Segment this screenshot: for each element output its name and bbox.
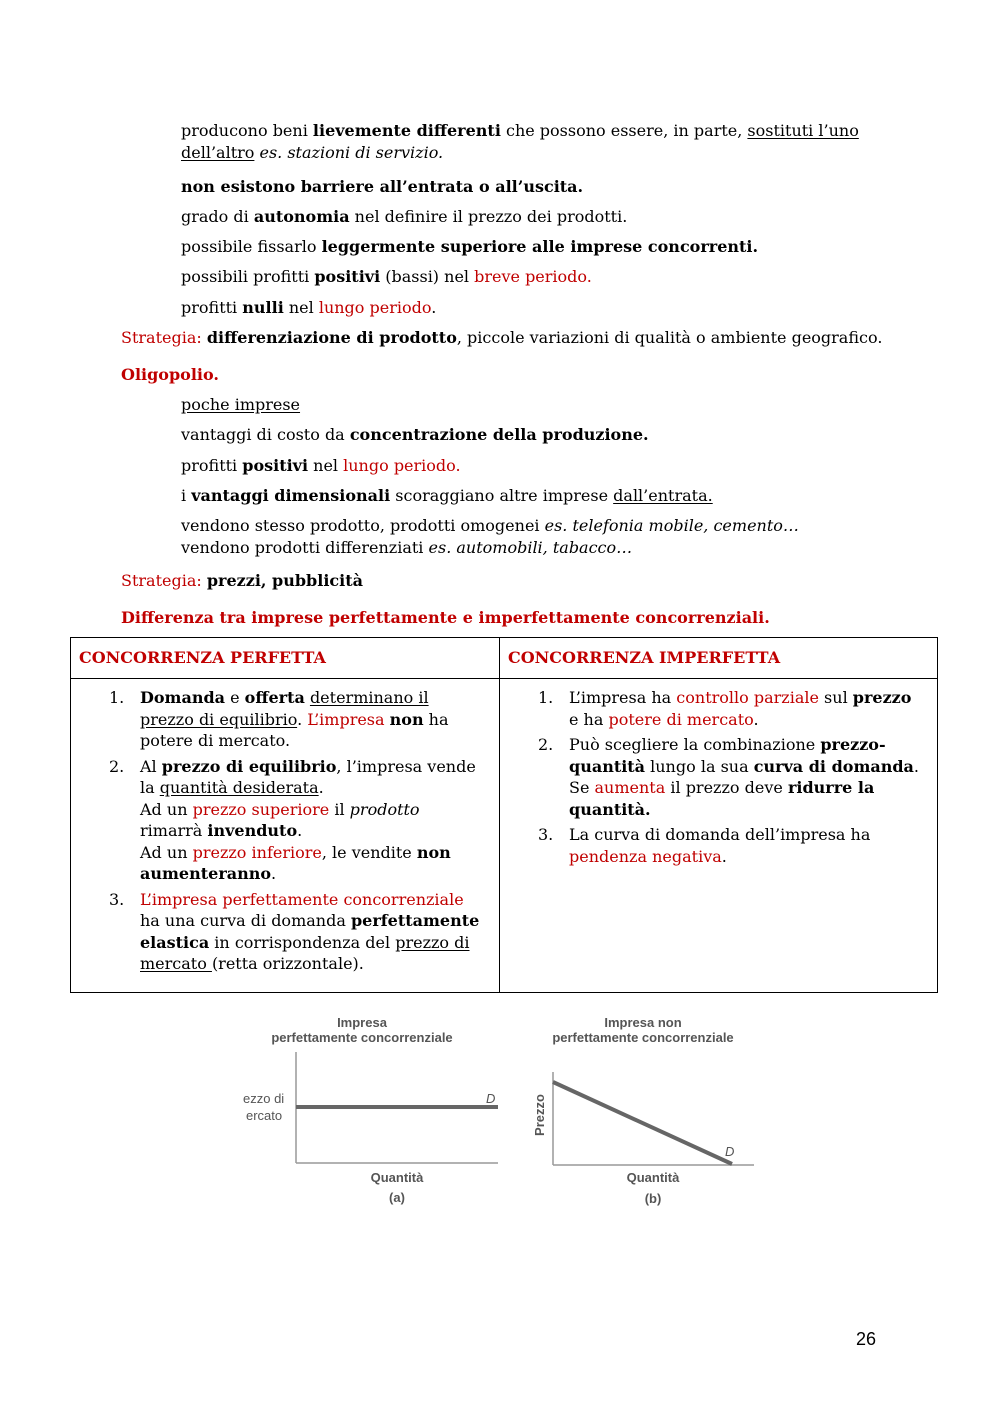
oligopoly-homogeneous-products: vendono stesso prodotto, prodotti omogenei es. telefonia mobile, cemento… vendono prodotti differenziati es. automobili, tabacco… xyxy=(181,516,799,557)
oligopoly-heading: Oligopolio. xyxy=(121,365,219,384)
oligopoly-few-firms: poche imprese xyxy=(181,395,301,414)
list-item: 2. Può scegliere la combinazione prezzo-quantità lungo la sua curva di domanda. Se aumenta il prezzo deve ridurre la quantità. xyxy=(538,735,920,819)
point-no-barriers: non esistono barriere all’entrata o all’uscita. xyxy=(181,177,584,196)
figure-b-xlabel: Quantità xyxy=(626,1170,680,1185)
figure-b-imperfect-competition xyxy=(532,1015,754,1206)
list-item: 1. L’impresa ha controllo parziale sul prezzo e ha potere di mercato. xyxy=(538,688,912,729)
figure-a-caption: (a) xyxy=(389,1190,405,1205)
figure-a-ylabel-line1: ezzo di xyxy=(243,1091,285,1106)
figure-a-title-line2: perfettamente concorrenziale xyxy=(271,1030,453,1045)
oligopoly-cost-advantages: vantaggi di costo da concentrazione della produzione. xyxy=(181,425,649,444)
oligopoly-positive-profits: profitti positivi nel lungo periodo. xyxy=(181,456,461,475)
figure-a-ylabel-line2: ercato xyxy=(246,1108,283,1123)
list-item: 3. L’impresa perfettamente concorrenziale ha una curva di domanda perfettamente elastica in corrispondenza del prezzo di mercato (retta orizzontale). xyxy=(109,889,480,973)
point-autonomy: grado di autonomia nel definire il prezzo dei prodotti. xyxy=(181,207,628,226)
header-imperfect-competition: CONCORRENZA IMPERFETTA xyxy=(500,638,938,679)
figure-b-title-line1: Impresa non xyxy=(604,1015,682,1030)
figure-b-title-line2: perfettamente concorrenziale xyxy=(552,1030,734,1045)
header-perfect-competition: CONCORRENZA PERFETTA xyxy=(71,638,500,679)
figure-a-title-line1: Impresa xyxy=(337,1015,387,1030)
figure-b-demand-line xyxy=(553,1082,735,1164)
oligopoly-dimensional-advantages: i vantaggi dimensionali scoraggiano altre imprese dall’entrata. xyxy=(181,486,713,505)
point-differentiated-goods: producono beni lievemente differenti che possono essere, in parte, sostituti l’uno dell’altro es. stazioni di servizio. xyxy=(181,121,859,162)
strategy-differentiation: Strategia: differenziazione di prodotto, piccole variazioni di qualità o ambiente geografico. xyxy=(121,328,883,347)
figure-b-ylabel: Prezzo xyxy=(532,1094,547,1136)
strategy-prices: Strategia: prezzi, pubblicità xyxy=(121,571,363,590)
figure-a-curve-label: D xyxy=(486,1091,496,1106)
list-item: 2. Al prezzo di equilibrio, l’impresa vende la quantità desiderata. Ad un prezzo superiore il prodotto rimarrà invenduto. Ad un prezzo inferiore, le vendite non aumenteranno. xyxy=(109,756,476,883)
point-long-run-profits: profitti nulli nel lungo periodo. xyxy=(181,298,437,317)
list-item: 1. Domanda e offerta determinano il prezzo di equilibrio. L’impresa non ha potere di mercato. xyxy=(109,688,449,750)
list-item: 3. La curva di domanda dell’impresa ha pendenza negativa. xyxy=(538,825,871,866)
point-short-run-profits: possibili profitti positivi (bassi) nel breve periodo. xyxy=(181,267,592,286)
figure-b-caption: (b) xyxy=(644,1191,662,1206)
figure-a-xlabel: Quantità xyxy=(370,1170,424,1185)
page-number: 26 xyxy=(856,1329,877,1349)
difference-heading: Differenza tra imprese perfettamente e imperfettamente concorrenziali. xyxy=(121,608,770,627)
figure-b-curve-label: D xyxy=(725,1144,735,1159)
figure-a-perfect-competition xyxy=(243,1015,498,1205)
point-price-setting: possibile fissarlo leggermente superiore alle imprese concorrenti. xyxy=(181,237,759,256)
